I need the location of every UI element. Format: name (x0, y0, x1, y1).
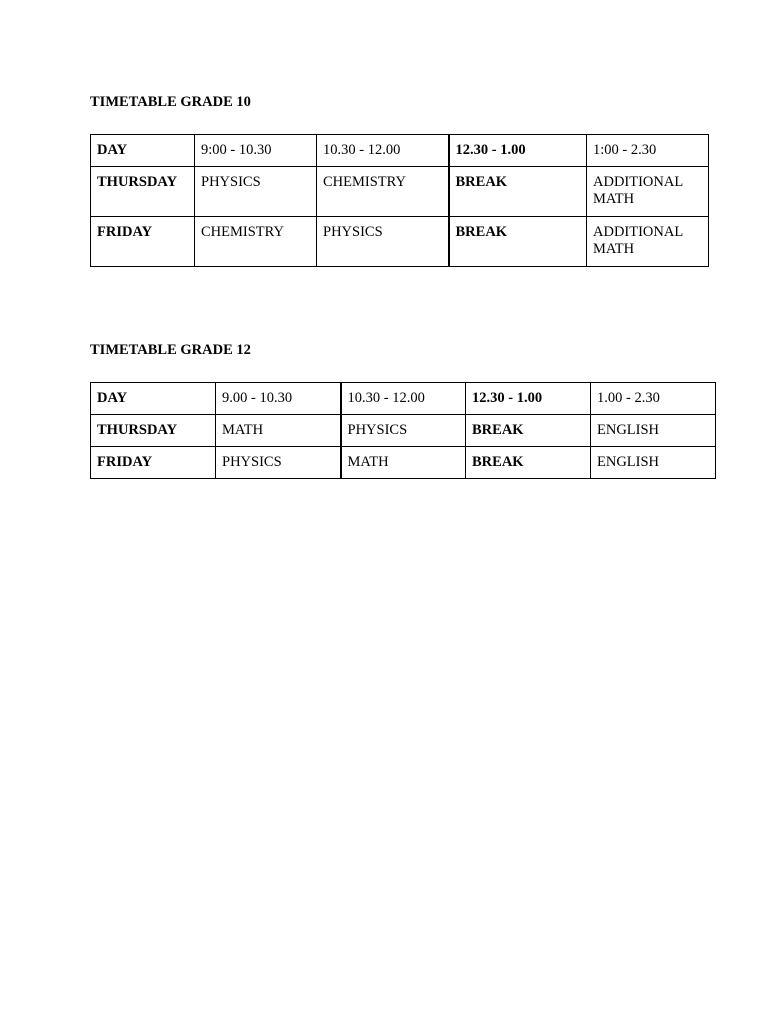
subject-cell: CHEMISTRY (195, 217, 317, 267)
header-cell-period-1: 9.00 - 10.30 (216, 383, 341, 415)
subject-cell: ADDITIONAL MATH (587, 167, 709, 217)
timetable-grade-12-table (90, 382, 716, 479)
subject-cell: ENGLISH (591, 415, 716, 447)
subject-cell: PHYSICS (317, 217, 449, 267)
break-cell: BREAK (466, 447, 591, 479)
table-row (91, 217, 709, 267)
header-cell-break: 12.30 - 1.00 (466, 383, 591, 415)
header-cell-period-3: 1.00 - 2.30 (591, 383, 716, 415)
subject-cell: CHEMISTRY (317, 167, 449, 217)
break-cell: BREAK (449, 167, 587, 217)
table-row (91, 415, 716, 447)
header-cell-period-3: 1:00 - 2.30 (587, 135, 709, 167)
subject-cell: ENGLISH (591, 447, 716, 479)
subject-cell: MATH (216, 415, 341, 447)
timetable-grade-10-title: TIMETABLE GRADE 10 (90, 94, 251, 110)
day-cell: FRIDAY (91, 447, 216, 479)
day-cell: THURSDAY (91, 167, 195, 217)
table-row (91, 167, 709, 217)
header-cell-period-2: 10.30 - 12.00 (317, 135, 449, 167)
table-header-row (91, 383, 716, 415)
header-cell-break: 12.30 - 1.00 (449, 135, 587, 167)
day-cell: FRIDAY (91, 217, 195, 267)
table-header-row (91, 135, 709, 167)
subject-cell: MATH (341, 447, 466, 479)
day-cell: THURSDAY (91, 415, 216, 447)
subject-cell: PHYSICS (341, 415, 466, 447)
timetable-grade-12-title: TIMETABLE GRADE 12 (90, 342, 251, 358)
table-row (91, 447, 716, 479)
header-cell-period-1: 9:00 - 10.30 (195, 135, 317, 167)
header-cell-day: DAY (91, 383, 216, 415)
break-cell: BREAK (449, 217, 587, 267)
subject-cell: ADDITIONAL MATH (587, 217, 709, 267)
subject-cell: PHYSICS (216, 447, 341, 479)
subject-cell: PHYSICS (195, 167, 317, 217)
header-cell-day: DAY (91, 135, 195, 167)
header-cell-period-2: 10.30 - 12.00 (341, 383, 466, 415)
break-cell: BREAK (466, 415, 591, 447)
timetable-grade-10-table (90, 134, 709, 267)
